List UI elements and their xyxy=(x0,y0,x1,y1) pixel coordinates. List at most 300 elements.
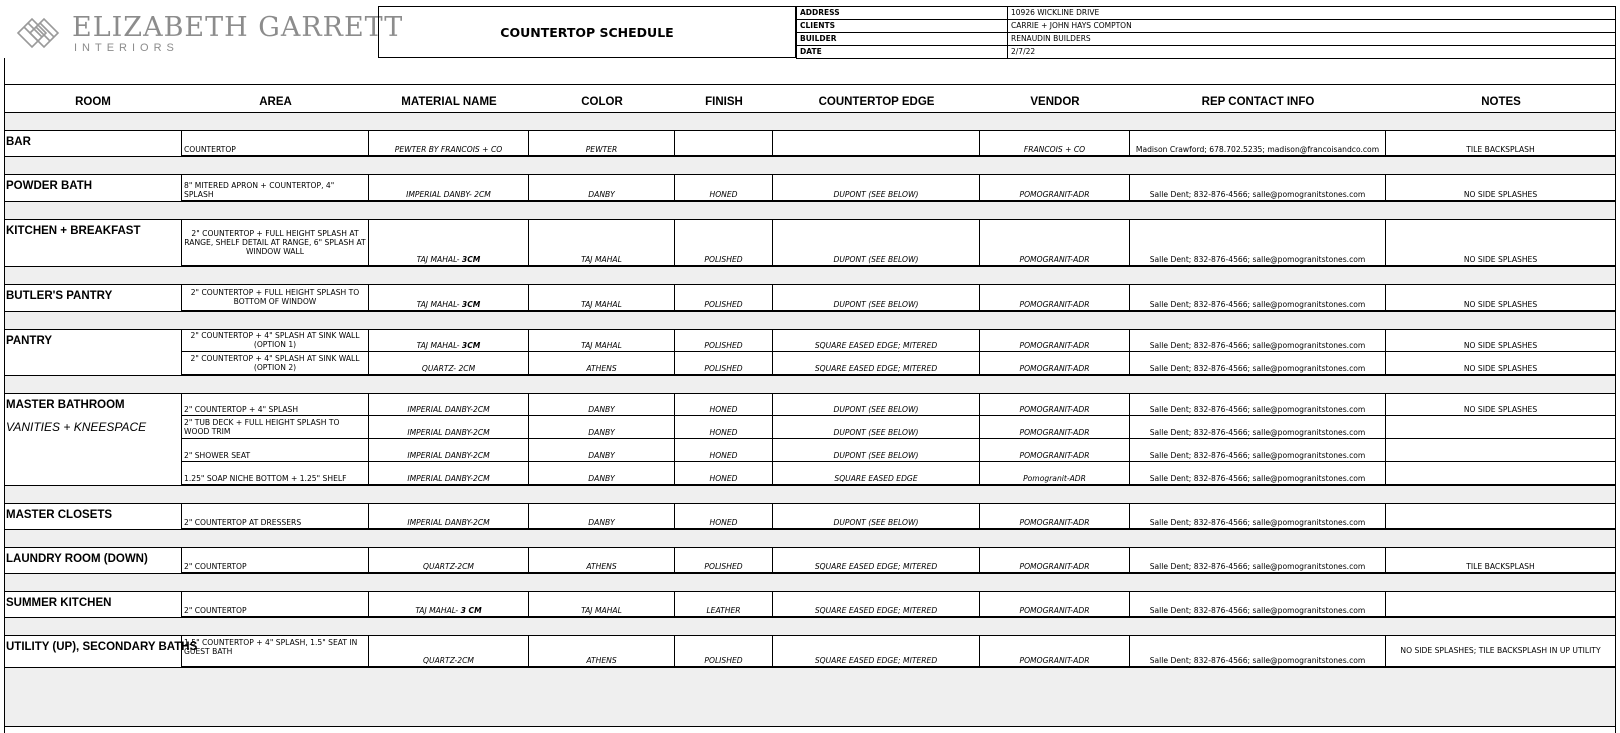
material-text: IMPERIAL DANBY-2CM xyxy=(407,474,490,483)
column-header-color: COLOR xyxy=(581,96,623,108)
cell-color xyxy=(529,416,675,439)
cell-material xyxy=(369,548,529,573)
color-text: DANBY xyxy=(588,518,615,527)
cell-vendor xyxy=(980,285,1130,311)
finish-text: POLISHED xyxy=(704,300,743,309)
contact-text: Salle Dent; 832-876-4566; salle@pomogranitstones.com xyxy=(1149,606,1366,615)
notes-text: NO SIDE SPLASHES xyxy=(1463,405,1538,414)
cell-contact xyxy=(1130,416,1386,439)
cell-contact xyxy=(1130,504,1386,529)
material-text xyxy=(417,255,481,264)
cell-edge xyxy=(773,394,980,416)
cell-contact xyxy=(1130,175,1386,201)
section-spacer xyxy=(4,529,1616,548)
cell-finish xyxy=(675,504,773,529)
section-master-closets xyxy=(4,504,1616,529)
cell-notes xyxy=(1386,592,1616,617)
notes-text: NO SIDE SPLASHES xyxy=(1463,300,1538,309)
cell-notes xyxy=(1386,548,1616,573)
edge-text: DUPONT (SEE BELOW) xyxy=(833,255,919,264)
material-name: TAJ MAHAL- xyxy=(416,255,462,264)
cell-notes xyxy=(1386,131,1616,156)
edge-text: SQUARE EASED EDGE; MITERED xyxy=(814,364,938,373)
room-name: PANTRY xyxy=(6,335,52,347)
edge-text: SQUARE EASED EDGE; MITERED xyxy=(814,606,938,615)
cell-edge xyxy=(773,504,980,529)
vendor-text: POMOGRANIT-ADR xyxy=(1019,451,1090,460)
vendor-text: POMOGRANIT-ADR xyxy=(1019,656,1090,665)
edge-text: DUPONT (SEE BELOW) xyxy=(833,451,919,460)
title-box xyxy=(378,6,796,58)
column-header-vendor: VENDOR xyxy=(1030,96,1080,108)
vendor-text: POMOGRANIT-ADR xyxy=(1019,300,1090,309)
section-spacer xyxy=(4,667,1616,727)
section-butler-s-pantry xyxy=(4,285,1616,311)
cell-contact xyxy=(1130,220,1386,266)
column-header-material-name: MATERIAL NAME xyxy=(401,96,497,108)
material-thickness: 3CM xyxy=(461,341,481,350)
cell-area xyxy=(182,394,369,416)
cell-color xyxy=(529,352,675,375)
section-master-bathroom xyxy=(4,394,1616,485)
table-row xyxy=(4,462,1616,485)
column-headers xyxy=(4,92,1616,112)
area-text: 2" COUNTERTOP xyxy=(184,606,247,615)
cell-area xyxy=(182,592,369,617)
meta-value: 2/7/22 xyxy=(1011,47,1036,56)
material-thickness: 3CM xyxy=(461,300,481,309)
column-header-finish: FINISH xyxy=(705,96,743,108)
contact-text: Salle Dent; 832-876-4566; salle@pomogranitstones.com xyxy=(1149,190,1366,199)
cell-area xyxy=(182,352,369,375)
contact-text: Salle Dent; 832-876-4566; salle@pomogranitstones.com xyxy=(1149,428,1366,437)
meta-value: RENAUDIN BUILDERS xyxy=(1011,34,1091,43)
table-row xyxy=(4,548,1616,573)
color-text: DANBY xyxy=(588,451,615,460)
logo-name: ELIZABETH GARRETT xyxy=(72,12,404,43)
cell-area xyxy=(182,285,369,311)
section-summer-kitchen xyxy=(4,592,1616,617)
color-text: ATHENS xyxy=(586,364,617,373)
cell-vendor xyxy=(980,462,1130,485)
material-text: IMPERIAL DANBY-2CM xyxy=(407,405,490,414)
material-text: IMPERIAL DANBY-2CM xyxy=(407,518,490,527)
contact-text: Salle Dent; 832-876-4566; salle@pomogranitstones.com xyxy=(1149,405,1366,414)
cell-color xyxy=(529,285,675,311)
header xyxy=(4,6,1616,58)
section-bar xyxy=(4,131,1616,156)
finish-text: LEATHER xyxy=(706,606,741,615)
cell-notes xyxy=(1386,439,1616,462)
table-right-border xyxy=(1615,58,1616,733)
cell-contact xyxy=(1130,548,1386,573)
cell-vendor xyxy=(980,439,1130,462)
table-row xyxy=(4,330,1616,352)
cell-material xyxy=(369,592,529,617)
finish-text: HONED xyxy=(709,451,738,460)
cell-finish xyxy=(675,416,773,439)
cell-edge xyxy=(773,285,980,311)
cell-edge xyxy=(773,636,980,667)
project-meta xyxy=(796,6,1616,58)
vendor-text: POMOGRANIT-ADR xyxy=(1019,428,1090,437)
cell-color xyxy=(529,131,675,156)
contact-text: Salle Dent; 832-876-4566; salle@pomogranitstones.com xyxy=(1149,656,1366,665)
cell-area xyxy=(182,439,369,462)
cell-contact xyxy=(1130,330,1386,352)
material-text: IMPERIAL DANBY-2CM xyxy=(407,451,490,460)
cell-notes xyxy=(1386,285,1616,311)
cell-color xyxy=(529,175,675,201)
area-text: 2" COUNTERTOP AT DRESSERS xyxy=(184,518,302,527)
cell-notes xyxy=(1386,175,1616,201)
meta-key: ADDRESS xyxy=(796,7,1008,19)
cell-material xyxy=(369,220,529,266)
area-text: 1.25" SOAP NICHE BOTTOM + 1.25" SHELF xyxy=(184,474,347,483)
vendor-text: POMOGRANIT-ADR xyxy=(1019,341,1090,350)
cell-finish xyxy=(675,439,773,462)
color-text: DANBY xyxy=(588,428,615,437)
room-name: POWDER BATH xyxy=(6,180,93,192)
contact-text: Salle Dent; 832-876-4566; salle@pomogranitstones.com xyxy=(1149,451,1366,460)
page-title: COUNTERTOP SCHEDULE xyxy=(500,24,674,40)
material-text: QUARTZ-2CM xyxy=(423,562,474,571)
cell-contact xyxy=(1130,592,1386,617)
contact-text: Salle Dent; 832-876-4566; salle@pomogranitstones.com xyxy=(1149,341,1366,350)
color-text: TAJ MAHAL xyxy=(581,606,622,615)
material-name: TAJ MAHAL- xyxy=(416,300,462,309)
finish-text: HONED xyxy=(709,190,738,199)
cell-notes xyxy=(1386,330,1616,352)
material-thickness: 3 CM xyxy=(460,606,482,615)
material-text xyxy=(415,606,481,615)
vendor-text: FRANCOIS + CO xyxy=(1023,145,1086,154)
diamond-lines-logo-icon xyxy=(12,13,64,53)
area-text: 2" COUNTERTOP + FULL HEIGHT SPLASH TO BOTTOM OF WINDOW xyxy=(190,288,360,306)
cell-notes xyxy=(1386,394,1616,416)
finish-text: POLISHED xyxy=(704,364,743,373)
cell-notes xyxy=(1386,504,1616,529)
vendor-text: POMOGRANIT-ADR xyxy=(1019,606,1090,615)
cell-contact xyxy=(1130,352,1386,375)
notes-text: NO SIDE SPLASHES xyxy=(1463,190,1538,199)
vendor-text: POMOGRANIT-ADR xyxy=(1019,405,1090,414)
finish-text: HONED xyxy=(709,518,738,527)
cell-material xyxy=(369,394,529,416)
meta-key: DATE xyxy=(796,46,1008,58)
edge-text: DUPONT (SEE BELOW) xyxy=(833,518,919,527)
section-spacer xyxy=(4,617,1616,636)
cell-finish xyxy=(675,220,773,266)
cell-contact xyxy=(1130,462,1386,485)
cell-material xyxy=(369,175,529,201)
cell-notes xyxy=(1386,352,1616,375)
cell-area xyxy=(182,416,369,439)
cell-material xyxy=(369,330,529,352)
cell-finish xyxy=(675,394,773,416)
table-row xyxy=(4,636,1616,667)
table-row xyxy=(4,131,1616,156)
finish-text: HONED xyxy=(709,405,738,414)
cell-area xyxy=(182,131,369,156)
table-row xyxy=(4,416,1616,439)
edge-text: DUPONT (SEE BELOW) xyxy=(833,428,919,437)
color-text: DANBY xyxy=(588,190,615,199)
cell-area xyxy=(182,462,369,485)
contact-text: Salle Dent; 832-876-4566; salle@pomogranitstones.com xyxy=(1149,364,1366,373)
finish-text: POLISHED xyxy=(704,562,743,571)
cell-edge xyxy=(773,439,980,462)
cell-color xyxy=(529,504,675,529)
meta-row xyxy=(796,33,1615,46)
section-spacer xyxy=(4,112,1616,131)
section-spacer xyxy=(4,573,1616,592)
area-text: 2" COUNTERTOP xyxy=(184,562,247,571)
cell-vendor xyxy=(980,220,1130,266)
cell-color xyxy=(529,220,675,266)
cell-finish xyxy=(675,462,773,485)
column-header-notes: NOTES xyxy=(1481,96,1521,108)
area-text: 2" COUNTERTOP + FULL HEIGHT SPLASH AT RANGE, SHELF DETAIL AT RANGE, 6" SPLASH AT WINDOW WALL xyxy=(184,228,366,256)
contact-text: Salle Dent; 832-876-4566; salle@pomogranitstones.com xyxy=(1149,474,1366,483)
section-spacer xyxy=(4,201,1616,220)
vendor-text: POMOGRANIT-ADR xyxy=(1019,364,1090,373)
color-text: DANBY xyxy=(588,474,615,483)
cell-material xyxy=(369,636,529,667)
cell-area xyxy=(182,220,369,266)
cell-finish xyxy=(675,175,773,201)
column-header-room: ROOM xyxy=(75,96,111,108)
area-text: 2" COUNTERTOP + 4" SPLASH AT SINK WALL (OPTION 2) xyxy=(190,353,360,372)
room-subtitle: VANITIES + KNEESPACE xyxy=(6,420,147,434)
color-text: PEWTER xyxy=(585,145,618,154)
cell-vendor xyxy=(980,175,1130,201)
cell-color xyxy=(529,636,675,667)
meta-value: CARRIE + JOHN HAYS COMPTON xyxy=(1011,21,1132,30)
cell-color xyxy=(529,462,675,485)
area-text: 2" COUNTERTOP + 4" SPLASH xyxy=(184,405,299,414)
notes-text: TILE BACKSPLASH xyxy=(1466,145,1535,154)
edge-text: SQUARE EASED EDGE; MITERED xyxy=(814,562,938,571)
color-text: ATHENS xyxy=(586,656,617,665)
cell-contact xyxy=(1130,636,1386,667)
cell-finish xyxy=(675,636,773,667)
table-row xyxy=(4,285,1616,311)
cell-vendor xyxy=(980,592,1130,617)
section-powder-bath xyxy=(4,175,1616,201)
logo xyxy=(4,6,404,58)
cell-notes xyxy=(1386,416,1616,439)
area-text: 8" MITERED APRON + COUNTERTOP, 4" SPLASH xyxy=(184,181,335,199)
cell-color xyxy=(529,330,675,352)
logo-subtitle: INTERIORS xyxy=(74,42,179,54)
cell-material xyxy=(369,462,529,485)
room-name: BAR xyxy=(6,136,31,148)
room-name: KITCHEN + BREAKFAST xyxy=(6,225,141,237)
room-name: BUTLER'S PANTRY xyxy=(6,290,113,302)
table-row xyxy=(4,439,1616,462)
cell-notes xyxy=(1386,462,1616,485)
vendor-text: POMOGRANIT-ADR xyxy=(1019,255,1090,264)
cell-notes xyxy=(1386,636,1616,667)
section-spacer xyxy=(4,485,1616,504)
material-text: PEWTER BY FRANCOIS + CO xyxy=(394,145,503,154)
cell-color xyxy=(529,592,675,617)
cell-color xyxy=(529,394,675,416)
table-row xyxy=(4,394,1616,416)
cell-material xyxy=(369,285,529,311)
color-text: ATHENS xyxy=(586,562,617,571)
section-spacer xyxy=(4,375,1616,394)
area-text: COUNTERTOP xyxy=(184,145,236,154)
cell-area xyxy=(182,548,369,573)
vendor-text: Pomogranit-ADR xyxy=(1023,474,1086,483)
notes-text: NO SIDE SPLASHES; TILE BACKSPLASH IN UP UTILITY xyxy=(1400,646,1601,655)
room-name: SUMMER KITCHEN xyxy=(6,597,112,609)
section-kitchen-breakfast xyxy=(4,220,1616,266)
cell-vendor xyxy=(980,352,1130,375)
finish-text: POLISHED xyxy=(704,341,743,350)
table-row xyxy=(4,592,1616,617)
room-name: MASTER CLOSETS xyxy=(6,509,113,521)
finish-text: HONED xyxy=(709,428,738,437)
table-row xyxy=(4,220,1616,266)
column-header-area: AREA xyxy=(259,96,292,108)
cell-color xyxy=(529,548,675,573)
color-text: TAJ MAHAL xyxy=(581,255,622,264)
blank-row xyxy=(4,58,1616,85)
table-left-border xyxy=(4,58,5,733)
notes-text: NO SIDE SPLASHES xyxy=(1463,255,1538,264)
cell-material xyxy=(369,416,529,439)
cell-edge xyxy=(773,592,980,617)
cell-vendor xyxy=(980,504,1130,529)
cell-edge xyxy=(773,416,980,439)
cell-area xyxy=(182,330,369,352)
cell-contact xyxy=(1130,285,1386,311)
edge-text: SQUARE EASED EDGE xyxy=(834,474,918,483)
cell-vendor xyxy=(980,416,1130,439)
cell-edge xyxy=(773,175,980,201)
cell-edge xyxy=(773,548,980,573)
color-text: TAJ MAHAL xyxy=(581,300,622,309)
cell-edge xyxy=(773,131,980,156)
cell-material xyxy=(369,504,529,529)
notes-text: NO SIDE SPLASHES xyxy=(1463,341,1538,350)
cell-vendor xyxy=(980,330,1130,352)
contact-text: Salle Dent; 832-876-4566; salle@pomogranitstones.com xyxy=(1149,562,1366,571)
meta-row xyxy=(796,20,1615,33)
cell-area xyxy=(182,504,369,529)
edge-text: SQUARE EASED EDGE; MITERED xyxy=(814,656,938,665)
material-name: TAJ MAHAL- xyxy=(415,606,461,615)
vendor-text: POMOGRANIT-ADR xyxy=(1019,190,1090,199)
room-name: LAUNDRY ROOM (DOWN) xyxy=(6,553,148,565)
cell-material xyxy=(369,352,529,375)
cell-color xyxy=(529,439,675,462)
column-header-rep-contact-info: REP CONTACT INFO xyxy=(1201,96,1315,108)
cell-finish xyxy=(675,592,773,617)
cell-contact xyxy=(1130,439,1386,462)
cell-notes xyxy=(1386,220,1616,266)
cell-contact xyxy=(1130,131,1386,156)
area-text: 2" SHOWER SEAT xyxy=(184,451,251,460)
cell-area xyxy=(182,175,369,201)
vendor-text: POMOGRANIT-ADR xyxy=(1019,562,1090,571)
section-spacer xyxy=(4,266,1616,285)
material-text: QUARTZ- 2CM xyxy=(421,364,476,373)
meta-value: 10926 WICKLINE DRIVE xyxy=(1011,8,1100,17)
material-text: IMPERIAL DANBY- 2CM xyxy=(406,190,491,199)
cell-edge xyxy=(773,330,980,352)
section-pantry xyxy=(4,330,1616,375)
material-text: QUARTZ-2CM xyxy=(423,656,474,665)
area-text: 2" TUB DECK + FULL HEIGHT SPLASH TO WOOD TRIM xyxy=(184,418,340,436)
material-text: IMPERIAL DANBY-2CM xyxy=(407,428,490,437)
edge-text: DUPONT (SEE BELOW) xyxy=(833,300,919,309)
table-row xyxy=(4,352,1616,375)
cell-vendor xyxy=(980,394,1130,416)
finish-text: POLISHED xyxy=(704,255,743,264)
table-row xyxy=(4,175,1616,201)
material-name: TAJ MAHAL- xyxy=(416,341,462,350)
material-text xyxy=(417,300,481,309)
cell-vendor xyxy=(980,548,1130,573)
material-thickness: 3CM xyxy=(461,255,481,264)
cell-material xyxy=(369,439,529,462)
section-spacer xyxy=(4,156,1616,175)
column-header-countertop-edge: COUNTERTOP EDGE xyxy=(818,96,935,108)
meta-row xyxy=(796,7,1615,20)
room-name: MASTER BATHROOM xyxy=(6,399,125,411)
contact-text: Salle Dent; 832-876-4566; salle@pomogranitstones.com xyxy=(1149,255,1366,264)
meta-key: BUILDER xyxy=(796,33,1008,45)
edge-text: SQUARE EASED EDGE; MITERED xyxy=(814,341,938,350)
cell-finish xyxy=(675,548,773,573)
color-text: TAJ MAHAL xyxy=(581,341,622,350)
section-spacer xyxy=(4,311,1616,330)
section-utility-up-secondary-baths xyxy=(4,636,1616,667)
section-laundry-room-down- xyxy=(4,548,1616,573)
table-row xyxy=(4,504,1616,529)
finish-text: POLISHED xyxy=(704,656,743,665)
cell-vendor xyxy=(980,131,1130,156)
cell-vendor xyxy=(980,636,1130,667)
cell-finish xyxy=(675,352,773,375)
color-text: DANBY xyxy=(588,405,615,414)
material-text xyxy=(417,341,481,350)
area-text: 1.5" COUNTERTOP + 4" SPLASH, 1.5" SEAT IN GUEST BATH xyxy=(184,638,358,656)
vendor-text: POMOGRANIT-ADR xyxy=(1019,518,1090,527)
edge-text: DUPONT (SEE BELOW) xyxy=(833,190,919,199)
cell-finish xyxy=(675,285,773,311)
cell-edge xyxy=(773,462,980,485)
cell-edge xyxy=(773,352,980,375)
cell-finish xyxy=(675,131,773,156)
cell-area xyxy=(182,636,369,667)
contact-text: Salle Dent; 832-876-4566; salle@pomogranitstones.com xyxy=(1149,518,1366,527)
cell-finish xyxy=(675,330,773,352)
meta-key: CLIENTS xyxy=(796,20,1008,32)
finish-text: HONED xyxy=(709,474,738,483)
area-text: 2" COUNTERTOP + 4" SPLASH AT SINK WALL (OPTION 1) xyxy=(190,331,360,349)
contact-text: Salle Dent; 832-876-4566; salle@pomogranitstones.com xyxy=(1149,300,1366,309)
cell-contact xyxy=(1130,394,1386,416)
edge-text: DUPONT (SEE BELOW) xyxy=(833,405,919,414)
contact-text: Madison Crawford; 678.702.5235; madison@francoisandco.com xyxy=(1135,145,1380,154)
notes-text: TILE BACKSPLASH xyxy=(1466,562,1535,571)
cell-material xyxy=(369,131,529,156)
